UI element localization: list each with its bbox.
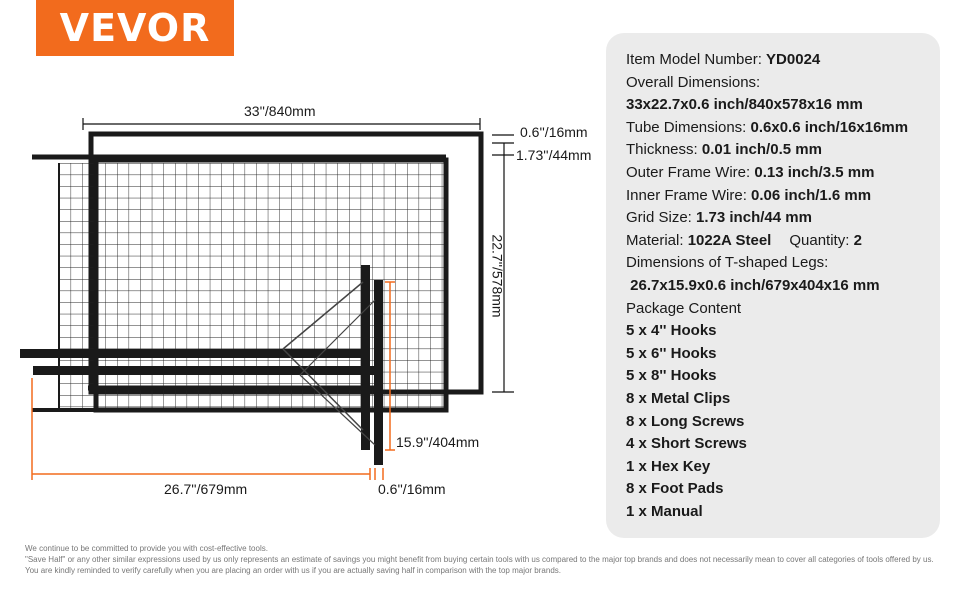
dim-leg-length-label: 26.7''/679mm (164, 481, 248, 497)
dim-leg-tube-line (375, 468, 383, 480)
spec-tube: Tube Dimensions: 0.6x0.6 inch/16x16mm (626, 118, 909, 136)
disclaimer-line-1: We continue to be committed to provide you with cost-effective tools. (25, 544, 268, 553)
package-item: 1 x Manual (626, 502, 703, 520)
package-item: 4 x Short Screws (626, 435, 747, 453)
dim-leg-tube-label: 0.6''/16mm (378, 481, 446, 497)
package-item: 5 x 8'' Hooks (626, 367, 717, 385)
dim-width-label: 33''/840mm (244, 103, 316, 119)
spec-package-label: Package Content (626, 299, 742, 317)
spec-inner-wire: Inner Frame Wire: 0.06 inch/1.6 mm (626, 186, 872, 204)
brand-logo-text: VEVOR (59, 6, 211, 50)
spec-outer-wire: Outer Frame Wire: 0.13 inch/3.5 mm (626, 163, 875, 181)
leg-horizontal-top (20, 349, 365, 358)
specs-panel (606, 33, 940, 538)
dim-width-line (83, 118, 480, 130)
dim-tube-top-line (492, 135, 514, 143)
leg-vertical-left (361, 265, 370, 450)
dim-tube-top-label: 0.6''/16mm (520, 124, 588, 140)
spec-overall-value: 33x22.7x0.6 inch/840x578x16 mm (626, 96, 863, 114)
disclaimer-line-2: "Save Half" or any other similar expressions used by us only represents an estimate of savings you might benefit from buying certain tools with us compared to the major top brands and does not necessarily mean to cover all categories of tools offered by us. (25, 554, 934, 564)
spec-legs-value: 26.7x15.9x0.6 inch/679x404x16 mm (626, 276, 880, 294)
spec-material-quantity: Material: 1022A Steel Quantity: 2 (626, 231, 862, 249)
spec-legs-label: Dimensions of T-shaped Legs: (626, 254, 829, 272)
dim-leg-height-label: 15.9''/404mm (396, 434, 480, 450)
dim-height-label: 22.7''/578mm (489, 234, 506, 318)
package-item: 5 x 6'' Hooks (626, 344, 717, 362)
spec-thickness: Thickness: 0.01 inch/0.5 mm (626, 141, 822, 159)
package-item: 8 x Long Screws (626, 412, 745, 430)
disclaimer (25, 544, 965, 576)
disclaimer-line-3: You are kindly reminded to verify carefully when you are placing an order with us if you are actually saving half in comparison with the top major brands. (25, 565, 561, 575)
package-item: 1 x Hex Key (626, 457, 711, 475)
package-item: 5 x 4'' Hooks (626, 322, 717, 340)
package-item: 8 x Foot Pads (626, 480, 724, 498)
spec-overall-label: Overall Dimensions: (626, 73, 761, 91)
dim-grid-label: 1.73''/44mm (516, 147, 592, 163)
spec-grid-size: Grid Size: 1.73 inch/44 mm (626, 209, 812, 227)
package-item: 8 x Metal Clips (626, 389, 731, 407)
leg-horizontal-bottom (33, 366, 378, 375)
spec-model: Item Model Number: YD0024 (626, 51, 821, 68)
leg-vertical-right (374, 280, 383, 465)
